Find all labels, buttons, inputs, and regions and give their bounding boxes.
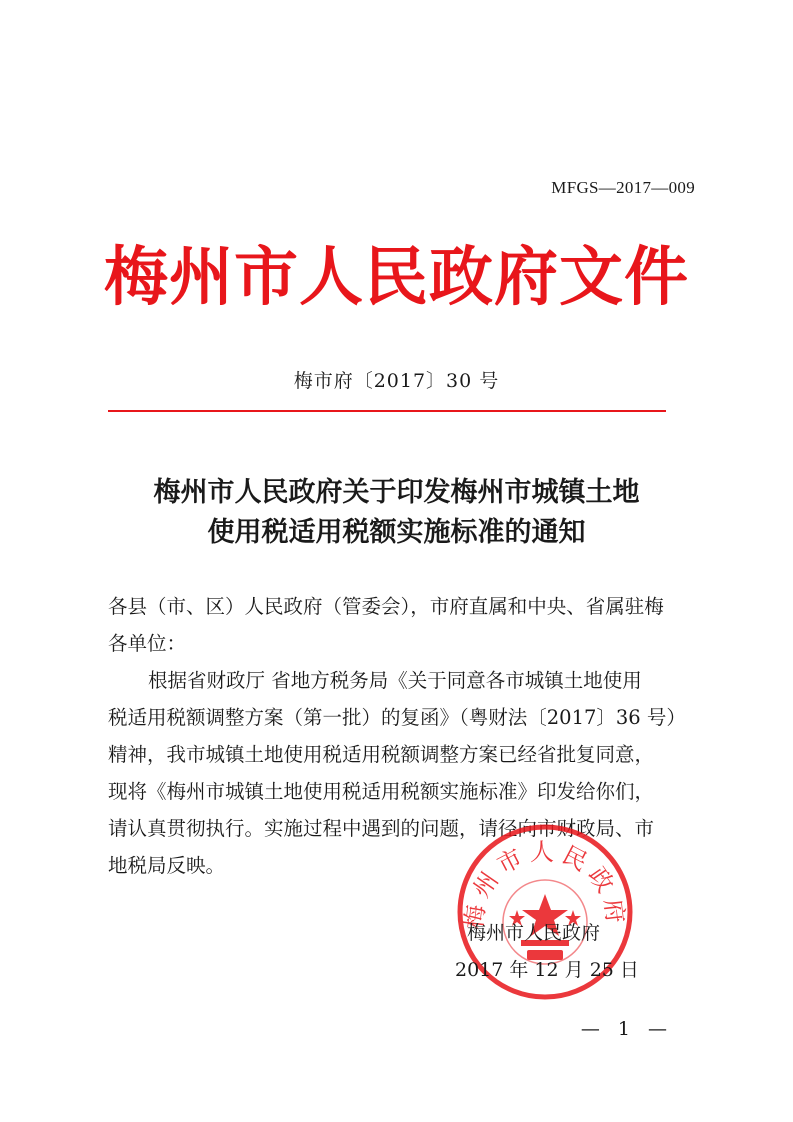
body-line: 各单位： (108, 632, 187, 655)
red-divider (108, 410, 666, 412)
notice-title-line-2: 使用税适用税额实施标准的通知 (207, 517, 586, 548)
body-line: 地税局反映。 (108, 854, 226, 877)
body-line: 请认真贯彻执行。实施过程中遇到的问题，请径向市财政局、市 (108, 817, 655, 840)
document-number: 梅市府〔2017〕30 号 (293, 370, 500, 392)
masthead-title: 梅州市人民政府文件 (104, 241, 689, 315)
page-number: — 1 — (580, 1018, 673, 1040)
notice-title-line-1: 梅州市人民政府关于印发梅州市城镇土地 (153, 477, 640, 508)
signature-date: 2017 年 12 月 25 日 (455, 959, 639, 981)
body-line: 各县（市、区）人民政府（管委会），市府直属和中央、省属驻梅 (108, 595, 664, 618)
body-line: 精神，我市城镇土地使用税适用税额调整方案已经省批复同意， (108, 743, 655, 766)
body-line: 根据省财政厅 省地方税务局《关于同意各市城镇土地使用 (148, 669, 642, 692)
body-line: 税适用税额调整方案（第一批）的复函》（粤财法〔2017〕36 号） (108, 706, 686, 729)
document-code: MFGS—2017—009 (551, 178, 695, 197)
body-line: 现将《梅州市城镇土地使用税适用税额实施标准》印发给你们， (108, 780, 655, 803)
seal-text: 梅州市人民政府 (459, 838, 631, 931)
notice-title (0, 473, 793, 553)
signature-organization: 梅州市人民政府 (467, 922, 601, 944)
